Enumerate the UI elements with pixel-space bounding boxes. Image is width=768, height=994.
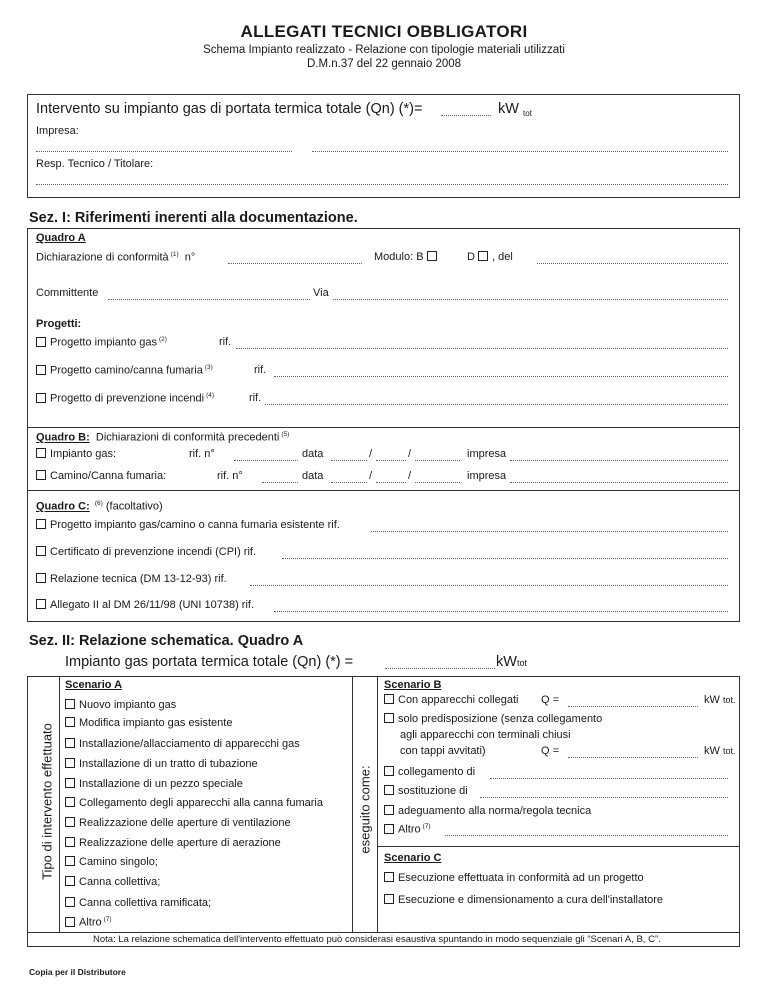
date-slash: / [369, 470, 373, 482]
via-field[interactable] [333, 299, 728, 300]
checkbox[interactable] [65, 876, 75, 886]
checkbox[interactable] [36, 599, 46, 609]
collegamento-field[interactable] [490, 778, 728, 779]
scenario-a-item[interactable]: Camino singolo; [65, 856, 158, 868]
progetto-incendi-rif-field[interactable] [265, 404, 728, 405]
q-label: Q = [541, 694, 560, 706]
qb1-rif-field[interactable] [234, 460, 298, 461]
page-subtitle: Schema Impianto realizzato - Relazione con tipologie materiali utilizzati [203, 44, 565, 56]
divider [27, 427, 739, 428]
quadro-b-header: Quadro B: Dichiarazioni di conformità precedenti $^{(5)}$ [36, 431, 290, 444]
committente-label: Committente [36, 287, 99, 299]
scenario-a-item[interactable]: Modifica impianto gas esistente [65, 717, 232, 729]
scenario-b-sostituzione[interactable]: sostituzione di [384, 785, 468, 797]
quadro-c-header: Quadro C: $^{(6)}$ (facoltativo) [36, 500, 163, 513]
divider [377, 676, 378, 932]
modulo-d-checkbox[interactable] [478, 251, 488, 261]
dich-number-field[interactable] [228, 263, 362, 264]
scenario-b-altro[interactable]: Altro $^{(7)}$ [384, 823, 431, 836]
date-slash: / [408, 448, 412, 460]
q-unit: kW tot. [704, 745, 736, 757]
scenario-a-item[interactable]: Realizzazione delle aperture di ventilazione [65, 817, 291, 829]
qb1-day-field[interactable] [331, 460, 367, 461]
rif-n-label: rif. n° [189, 448, 215, 460]
date-slash: / [369, 448, 373, 460]
checkbox[interactable] [384, 766, 394, 776]
qc2-rif-field[interactable] [282, 558, 728, 559]
progetto-gas-rif-field[interactable] [236, 348, 728, 349]
q-field-1[interactable] [568, 706, 698, 707]
checkbox[interactable] [36, 365, 46, 375]
checkbox[interactable] [36, 470, 46, 480]
dich-label: Dichiarazione di conformità $^{(1)}$ n° [36, 251, 196, 264]
checkbox[interactable] [36, 337, 46, 347]
q-unit: kW tot. [704, 694, 736, 706]
via-label: Via [313, 287, 329, 299]
checkbox[interactable] [65, 856, 75, 866]
checkbox[interactable] [384, 894, 394, 904]
progetto-camino-item[interactable]: Progetto camino/canna fumaria $^{(3)}$ [36, 364, 213, 377]
checkbox[interactable] [384, 805, 394, 815]
scenario-a-item[interactable]: Installazione di un pezzo speciale [65, 778, 243, 790]
qb1-impresa-field[interactable] [510, 460, 728, 461]
checkbox[interactable] [384, 785, 394, 795]
committente-field[interactable] [108, 299, 310, 300]
scenario-b-predisposizione[interactable]: solo predisposizione (senza collegamento [384, 713, 602, 725]
checkbox[interactable] [384, 713, 394, 723]
scenario-b-title: Scenario B [384, 679, 442, 691]
scenario-c-progetto[interactable]: Esecuzione effettuata in conformità ad un progetto [384, 872, 644, 884]
scenario-a-altro[interactable]: Altro $^{(7)}$ [65, 916, 112, 929]
checkbox[interactable] [36, 573, 46, 583]
checkbox[interactable] [36, 448, 46, 458]
divider [27, 490, 739, 491]
scenario-a-item[interactable]: Installazione di un tratto di tubazione [65, 758, 258, 770]
checkbox[interactable] [65, 897, 75, 907]
impresa-label: impresa [467, 470, 507, 482]
qb2-day-field[interactable] [331, 482, 367, 483]
resp-field[interactable] [36, 184, 728, 185]
scenario-b-adeguamento[interactable]: adeguamento alla norma/regola tecnica [384, 805, 591, 817]
scenario-a-item[interactable]: Canna collettiva ramificata; [65, 897, 211, 909]
modulo-d: D , del [467, 251, 513, 263]
impresa-field[interactable] [36, 151, 292, 152]
scenario-b-collegati[interactable]: Con apparecchi collegati [384, 694, 518, 706]
q-field-2[interactable] [568, 757, 698, 758]
footer-label: Copia per il Distributore [29, 967, 126, 977]
checkbox[interactable] [65, 778, 75, 788]
side-label: Tipo di intervento effettuato [39, 723, 55, 880]
rif-label: rif. [249, 392, 262, 404]
impresa-label: Impresa: [36, 125, 79, 137]
qb2-rif-field[interactable] [262, 482, 298, 483]
progetti-label: Progetti: [36, 318, 82, 330]
qb1-month-field[interactable] [376, 460, 406, 461]
sez1-box [27, 228, 740, 622]
checkbox[interactable] [384, 694, 394, 704]
checkbox[interactable] [65, 717, 75, 727]
checkbox[interactable] [36, 546, 46, 556]
qb2-month-field[interactable] [376, 482, 406, 483]
sez2-title: Sez. II: Relazione schematica. Quadro A [29, 633, 304, 649]
qc-progetto-item[interactable]: Progetto impianto gas/camino o canna fumaria esistente rif. [36, 519, 340, 531]
intro-unit: kW [498, 101, 519, 117]
checkbox[interactable] [65, 917, 75, 927]
divider [377, 846, 739, 847]
qc-relazione-item[interactable]: Relazione tecnica (DM 13-12-93) rif. [36, 573, 227, 585]
quadro-a-label: Quadro A [36, 232, 86, 244]
predisposizione-line3: con tappi avvitati) [400, 745, 486, 757]
progetto-gas-item[interactable]: Progetto impianto gas $^{(2)}$ [36, 336, 167, 349]
qb2-year-field[interactable] [415, 482, 460, 483]
qb1-year-field[interactable] [415, 460, 460, 461]
divider [27, 932, 739, 933]
impianto-label: Impianto gas portata termica totale (Qn) (*) = [65, 654, 354, 670]
rif-n-label: rif. n° [217, 470, 243, 482]
scenario-b-collegamento[interactable]: collegamento di [384, 766, 475, 778]
impresa-field-2[interactable] [312, 151, 728, 152]
scenario-a-item[interactable]: Installazione/allacciamento di apparecchi gas [65, 738, 300, 750]
scenario-a-title: Scenario A [65, 679, 123, 691]
qb-camino-item[interactable]: Camino/Canna fumaria: [36, 470, 166, 482]
checkbox[interactable] [65, 817, 75, 827]
qb2-impresa-field[interactable] [510, 482, 728, 483]
impianto-unit: kWtot [496, 654, 527, 670]
checkbox[interactable] [65, 699, 75, 709]
intro-unit-sub: tot [523, 109, 532, 118]
scenario-a-item[interactable]: Canna collettiva; [65, 876, 160, 888]
checkbox[interactable] [65, 797, 75, 807]
sez1-title: Sez. I: Riferimenti inerenti alla documentazione. [29, 210, 358, 226]
page-title: ALLEGATI TECNICI OBBLIGATORI [240, 22, 528, 41]
q-label: Q = [541, 745, 560, 757]
divider [352, 676, 353, 932]
intro-title: Intervento su impianto gas di portata termica totale (Qn) (*)= [36, 101, 423, 117]
progetto-camino-rif-field[interactable] [274, 376, 728, 377]
scenario-a-item[interactable]: Realizzazione delle aperture di aerazione [65, 837, 281, 849]
checkbox[interactable] [65, 837, 75, 847]
dich-date-field[interactable] [537, 263, 728, 264]
mid-label: eseguito come: [357, 765, 373, 854]
checkbox[interactable] [36, 393, 46, 403]
sostituzione-field[interactable] [480, 797, 728, 798]
resp-label: Resp. Tecnico / Titolare: [36, 158, 154, 170]
checkbox[interactable] [65, 758, 75, 768]
scenario-a-item[interactable]: Nuovo impianto gas [65, 699, 176, 711]
qc1-rif-field[interactable] [371, 531, 728, 532]
qc-cpi-item[interactable]: Certificato di prevenzione incendi (CPI) rif. [36, 546, 256, 558]
rif-label: rif. [254, 364, 267, 376]
divider [59, 676, 60, 932]
modulo-label: Modulo: B [374, 251, 441, 263]
impianto-qn-field[interactable] [385, 668, 495, 669]
checkbox[interactable] [384, 872, 394, 882]
scenario-c-installatore[interactable]: Esecuzione e dimensionamento a cura dell'installatore [384, 894, 663, 906]
qc4-rif-field[interactable] [274, 611, 728, 612]
nota: Nota: La relazione schematica dell'intervento effettuato può considerasi esaustiva spuntando in modo sequenziale gli “Scenari A, B, C”. [93, 934, 661, 945]
page-subtitle-decree: D.M.n.37 del 22 gennaio 2008 [306, 58, 462, 70]
checkbox[interactable] [65, 738, 75, 748]
checkbox[interactable] [36, 519, 46, 529]
qb-impianto-item[interactable]: Impianto gas: [36, 448, 116, 460]
modulo-b-checkbox[interactable] [427, 251, 437, 261]
checkbox[interactable] [384, 824, 394, 834]
date-slash: / [408, 470, 412, 482]
qc3-rif-field[interactable] [250, 585, 728, 586]
data-label: data [302, 448, 324, 460]
altro-field[interactable] [445, 835, 728, 836]
rif-label: rif. [219, 336, 232, 348]
qc-allegato-item[interactable]: Allegato II al DM 26/11/98 (UNI 10738) rif. [36, 599, 254, 611]
predisposizione-line2: agli apparecchi con terminali chiusi [400, 729, 571, 741]
progetto-incendi-item[interactable]: Progetto di prevenzione incendi $^{(4)}$ [36, 392, 214, 405]
qn-total-field[interactable] [441, 115, 491, 116]
scenario-a-item[interactable]: Collegamento degli apparecchi alla canna fumaria [65, 797, 323, 809]
data-label: data [302, 470, 324, 482]
scenario-c-title: Scenario C [384, 852, 442, 864]
impresa-label: impresa [467, 448, 507, 460]
